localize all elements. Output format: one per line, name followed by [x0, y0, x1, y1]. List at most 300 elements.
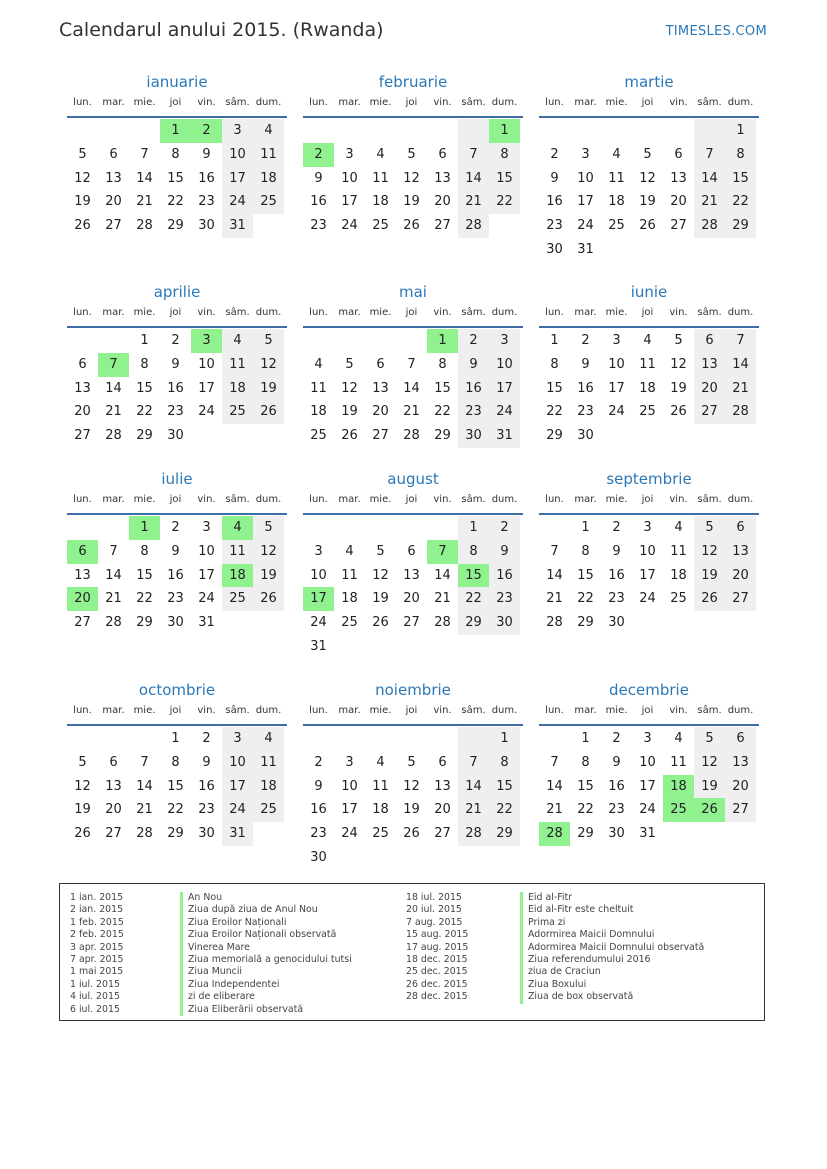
day-cell[interactable]: 24 — [198, 404, 215, 420]
day-cell[interactable]: 17 — [198, 567, 215, 583]
day-cell[interactable]: 25 — [372, 826, 389, 842]
day-cell[interactable]: 17 — [222, 775, 253, 799]
day-cell[interactable]: 1 — [581, 520, 590, 535]
day-cell[interactable]: 16 — [608, 567, 625, 583]
day-cell[interactable]: 26 — [341, 428, 358, 444]
day-cell[interactable]: 4 — [674, 731, 683, 746]
day-cell[interactable]: 19 — [253, 564, 284, 588]
day-cell[interactable]: 2 — [458, 329, 489, 353]
day-cell[interactable]: 9 — [202, 754, 211, 770]
day-cell[interactable]: 12 — [639, 170, 656, 186]
day-cell[interactable]: 21 — [105, 404, 122, 420]
day-cell[interactable]: 21 — [434, 591, 451, 607]
day-cell[interactable]: 29 — [167, 826, 184, 842]
day-cell[interactable]: 13 — [434, 778, 451, 794]
day-cell[interactable]: 12 — [253, 540, 284, 564]
day-cell[interactable]: 13 — [105, 778, 122, 794]
day-cell[interactable]: 23 — [577, 404, 594, 420]
day-cell[interactable]: 3 — [345, 754, 354, 770]
day-cell[interactable]: 22 — [136, 404, 153, 420]
day-cell[interactable]: 24 — [639, 591, 656, 607]
day-cell[interactable]: 23 — [167, 591, 184, 607]
day-cell[interactable]: 1 — [581, 731, 590, 746]
day-cell[interactable]: 10 — [608, 356, 625, 372]
day-cell[interactable]: 26 — [694, 798, 725, 822]
day-cell[interactable]: 29 — [725, 214, 756, 238]
day-cell[interactable]: 22 — [577, 591, 594, 607]
day-cell[interactable]: 26 — [670, 404, 687, 420]
day-cell[interactable]: 30 — [310, 849, 327, 865]
day-cell[interactable]: 17 — [341, 194, 358, 210]
day-cell[interactable]: 18 — [639, 380, 656, 396]
day-cell[interactable]: 28 — [725, 400, 756, 424]
day-cell[interactable]: 28 — [403, 428, 420, 444]
day-cell[interactable]: 10 — [577, 170, 594, 186]
day-cell[interactable]: 25 — [608, 218, 625, 234]
day-cell[interactable]: 29 — [489, 822, 520, 846]
day-cell[interactable]: 20 — [105, 802, 122, 818]
day-cell[interactable]: 9 — [550, 170, 559, 186]
day-cell[interactable]: 2 — [191, 119, 222, 143]
day-cell[interactable]: 2 — [612, 520, 621, 535]
day-cell[interactable]: 18 — [608, 194, 625, 210]
day-cell[interactable]: 18 — [670, 567, 687, 583]
day-cell[interactable]: 27 — [74, 428, 91, 444]
day-cell[interactable]: 4 — [376, 146, 385, 162]
day-cell[interactable]: 21 — [458, 798, 489, 822]
day-cell[interactable]: 22 — [489, 798, 520, 822]
day-cell[interactable]: 24 — [489, 400, 520, 424]
day-cell[interactable]: 27 — [725, 587, 756, 611]
day-cell[interactable]: 20 — [67, 587, 98, 611]
day-cell[interactable]: 8 — [140, 543, 149, 559]
day-cell[interactable]: 10 — [222, 751, 253, 775]
day-cell[interactable]: 30 — [489, 611, 520, 635]
day-cell[interactable]: 15 — [136, 380, 153, 396]
day-cell[interactable]: 18 — [253, 775, 284, 799]
day-cell[interactable]: 14 — [434, 567, 451, 583]
day-cell[interactable]: 10 — [341, 170, 358, 186]
day-cell[interactable]: 28 — [105, 428, 122, 444]
day-cell[interactable]: 13 — [372, 380, 389, 396]
day-cell[interactable]: 5 — [376, 543, 385, 559]
day-cell[interactable]: 26 — [403, 218, 420, 234]
day-cell[interactable]: 3 — [222, 727, 253, 751]
day-cell[interactable]: 23 — [310, 218, 327, 234]
day-cell[interactable]: 16 — [458, 377, 489, 401]
day-cell[interactable]: 23 — [167, 404, 184, 420]
day-cell[interactable]: 20 — [694, 377, 725, 401]
day-cell[interactable]: 28 — [546, 615, 563, 631]
day-cell[interactable]: 15 — [577, 567, 594, 583]
day-cell[interactable]: 26 — [372, 615, 389, 631]
day-cell[interactable]: 5 — [643, 146, 652, 162]
day-cell[interactable]: 26 — [74, 826, 91, 842]
day-cell[interactable]: 22 — [489, 190, 520, 214]
day-cell[interactable]: 18 — [222, 564, 253, 588]
day-cell[interactable]: 25 — [372, 218, 389, 234]
day-cell[interactable]: 22 — [577, 802, 594, 818]
day-cell[interactable]: 17 — [303, 587, 334, 611]
day-cell[interactable]: 31 — [639, 826, 656, 842]
day-cell[interactable]: 1 — [489, 727, 520, 751]
day-cell[interactable]: 6 — [376, 356, 385, 372]
day-cell[interactable]: 31 — [222, 822, 253, 846]
day-cell[interactable]: 30 — [198, 218, 215, 234]
day-cell[interactable]: 1 — [427, 329, 458, 353]
day-cell[interactable]: 20 — [105, 194, 122, 210]
day-cell[interactable]: 6 — [725, 727, 756, 751]
day-cell[interactable]: 25 — [222, 400, 253, 424]
day-cell[interactable]: 29 — [577, 615, 594, 631]
day-cell[interactable]: 21 — [546, 802, 563, 818]
day-cell[interactable]: 10 — [639, 754, 656, 770]
day-cell[interactable]: 25 — [663, 798, 694, 822]
day-cell[interactable]: 28 — [458, 822, 489, 846]
day-cell[interactable]: 7 — [109, 543, 118, 559]
day-cell[interactable]: 13 — [725, 751, 756, 775]
day-cell[interactable]: 21 — [403, 404, 420, 420]
day-cell[interactable]: 24 — [341, 826, 358, 842]
day-cell[interactable]: 5 — [694, 727, 725, 751]
day-cell[interactable]: 11 — [222, 540, 253, 564]
day-cell[interactable]: 23 — [458, 400, 489, 424]
day-cell[interactable]: 11 — [341, 567, 358, 583]
day-cell[interactable]: 31 — [222, 214, 253, 238]
day-cell[interactable]: 8 — [489, 751, 520, 775]
day-cell[interactable]: 27 — [670, 218, 687, 234]
day-cell[interactable]: 19 — [403, 194, 420, 210]
day-cell[interactable]: 3 — [643, 520, 652, 535]
day-cell[interactable]: 13 — [403, 567, 420, 583]
day-cell[interactable]: 7 — [427, 540, 458, 564]
day-cell[interactable]: 23 — [608, 802, 625, 818]
day-cell[interactable]: 1 — [489, 119, 520, 143]
day-cell[interactable]: 27 — [434, 826, 451, 842]
day-cell[interactable]: 26 — [639, 218, 656, 234]
day-cell[interactable]: 3 — [202, 520, 211, 535]
day-cell[interactable]: 17 — [639, 567, 656, 583]
day-cell[interactable]: 6 — [674, 146, 683, 162]
day-cell[interactable]: 23 — [546, 218, 563, 234]
day-cell[interactable]: 20 — [725, 775, 756, 799]
day-cell[interactable]: 27 — [725, 798, 756, 822]
day-cell[interactable]: 1 — [458, 516, 489, 540]
day-cell[interactable]: 11 — [253, 143, 284, 167]
day-cell[interactable]: 29 — [577, 826, 594, 842]
day-cell[interactable]: 29 — [458, 611, 489, 635]
day-cell[interactable]: 13 — [105, 170, 122, 186]
day-cell[interactable]: 16 — [577, 380, 594, 396]
day-cell[interactable]: 19 — [694, 775, 725, 799]
day-cell[interactable]: 25 — [310, 428, 327, 444]
day-cell[interactable]: 12 — [403, 170, 420, 186]
day-cell[interactable]: 6 — [438, 146, 447, 162]
day-cell[interactable]: 8 — [725, 143, 756, 167]
day-cell[interactable]: 30 — [458, 424, 489, 448]
day-cell[interactable]: 10 — [639, 543, 656, 559]
day-cell[interactable]: 13 — [74, 567, 91, 583]
day-cell[interactable]: 21 — [136, 802, 153, 818]
day-cell[interactable]: 6 — [407, 543, 416, 559]
day-cell[interactable]: 14 — [725, 353, 756, 377]
day-cell[interactable]: 2 — [489, 516, 520, 540]
day-cell[interactable]: 22 — [167, 802, 184, 818]
day-cell[interactable]: 23 — [198, 194, 215, 210]
day-cell[interactable]: 8 — [489, 143, 520, 167]
day-cell[interactable]: 7 — [140, 754, 149, 770]
day-cell[interactable]: 11 — [670, 754, 687, 770]
day-cell[interactable]: 16 — [489, 564, 520, 588]
day-cell[interactable]: 16 — [167, 380, 184, 396]
day-cell[interactable]: 5 — [407, 146, 416, 162]
day-cell[interactable]: 28 — [105, 615, 122, 631]
day-cell[interactable]: 16 — [310, 194, 327, 210]
day-cell[interactable]: 30 — [167, 615, 184, 631]
day-cell[interactable]: 27 — [105, 826, 122, 842]
day-cell[interactable]: 18 — [341, 591, 358, 607]
day-cell[interactable]: 11 — [608, 170, 625, 186]
day-cell[interactable]: 10 — [198, 543, 215, 559]
day-cell[interactable]: 26 — [253, 587, 284, 611]
day-cell[interactable]: 17 — [608, 380, 625, 396]
day-cell[interactable]: 8 — [438, 356, 447, 372]
day-cell[interactable]: 12 — [253, 353, 284, 377]
day-cell[interactable]: 13 — [670, 170, 687, 186]
day-cell[interactable]: 9 — [171, 543, 180, 559]
day-cell[interactable]: 12 — [670, 356, 687, 372]
day-cell[interactable]: 9 — [314, 778, 323, 794]
day-cell[interactable]: 23 — [489, 587, 520, 611]
day-cell[interactable]: 22 — [725, 190, 756, 214]
day-cell[interactable]: 20 — [725, 564, 756, 588]
day-cell[interactable]: 11 — [639, 356, 656, 372]
day-cell[interactable]: 19 — [694, 564, 725, 588]
day-cell[interactable]: 22 — [136, 591, 153, 607]
day-cell[interactable]: 4 — [643, 333, 652, 348]
day-cell[interactable]: 19 — [74, 194, 91, 210]
day-cell[interactable]: 25 — [670, 591, 687, 607]
day-cell[interactable]: 3 — [581, 146, 590, 162]
day-cell[interactable]: 9 — [171, 356, 180, 372]
day-cell[interactable]: 16 — [546, 194, 563, 210]
day-cell[interactable]: 17 — [341, 802, 358, 818]
day-cell[interactable]: 14 — [546, 567, 563, 583]
day-cell[interactable]: 28 — [539, 822, 570, 846]
day-cell[interactable]: 12 — [372, 567, 389, 583]
day-cell[interactable]: 17 — [639, 778, 656, 794]
day-cell[interactable]: 13 — [74, 380, 91, 396]
day-cell[interactable]: 18 — [663, 775, 694, 799]
day-cell[interactable]: 5 — [253, 329, 284, 353]
day-cell[interactable]: 2 — [550, 146, 559, 162]
day-cell[interactable]: 10 — [310, 567, 327, 583]
day-cell[interactable]: 13 — [694, 353, 725, 377]
day-cell[interactable]: 19 — [639, 194, 656, 210]
day-cell[interactable]: 15 — [489, 167, 520, 191]
day-cell[interactable]: 3 — [191, 329, 222, 353]
day-cell[interactable]: 14 — [403, 380, 420, 396]
day-cell[interactable]: 20 — [670, 194, 687, 210]
day-cell[interactable]: 15 — [577, 778, 594, 794]
day-cell[interactable]: 29 — [167, 218, 184, 234]
day-cell[interactable]: 2 — [314, 754, 323, 770]
day-cell[interactable]: 3 — [222, 119, 253, 143]
day-cell[interactable]: 15 — [458, 564, 489, 588]
day-cell[interactable]: 10 — [341, 778, 358, 794]
day-cell[interactable]: 31 — [310, 638, 327, 654]
day-cell[interactable]: 30 — [198, 826, 215, 842]
day-cell[interactable]: 5 — [253, 516, 284, 540]
day-cell[interactable]: 24 — [577, 218, 594, 234]
day-cell[interactable]: 8 — [458, 540, 489, 564]
day-cell[interactable]: 25 — [253, 190, 284, 214]
day-cell[interactable]: 7 — [458, 143, 489, 167]
day-cell[interactable]: 24 — [341, 218, 358, 234]
day-cell[interactable]: 23 — [608, 591, 625, 607]
day-cell[interactable]: 1 — [550, 333, 559, 348]
day-cell[interactable]: 27 — [694, 400, 725, 424]
day-cell[interactable]: 17 — [222, 167, 253, 191]
day-cell[interactable]: 2 — [202, 731, 211, 746]
day-cell[interactable]: 25 — [639, 404, 656, 420]
day-cell[interactable]: 9 — [612, 543, 621, 559]
day-cell[interactable]: 14 — [105, 380, 122, 396]
day-cell[interactable]: 7 — [458, 751, 489, 775]
day-cell[interactable]: 30 — [546, 241, 563, 257]
day-cell[interactable]: 4 — [253, 727, 284, 751]
day-cell[interactable]: 30 — [608, 615, 625, 631]
day-cell[interactable]: 5 — [694, 516, 725, 540]
day-cell[interactable]: 3 — [643, 731, 652, 746]
day-cell[interactable]: 5 — [674, 333, 683, 348]
day-cell[interactable]: 25 — [341, 615, 358, 631]
day-cell[interactable]: 16 — [198, 778, 215, 794]
day-cell[interactable]: 16 — [198, 170, 215, 186]
day-cell[interactable]: 27 — [372, 428, 389, 444]
day-cell[interactable]: 4 — [612, 146, 621, 162]
day-cell[interactable]: 24 — [639, 802, 656, 818]
day-cell[interactable]: 8 — [550, 356, 559, 372]
day-cell[interactable]: 28 — [434, 615, 451, 631]
day-cell[interactable]: 26 — [253, 400, 284, 424]
day-cell[interactable]: 12 — [694, 540, 725, 564]
day-cell[interactable]: 4 — [314, 356, 323, 372]
day-cell[interactable]: 30 — [577, 428, 594, 444]
day-cell[interactable]: 28 — [458, 214, 489, 238]
day-cell[interactable]: 20 — [434, 194, 451, 210]
day-cell[interactable]: 29 — [136, 428, 153, 444]
day-cell[interactable]: 2 — [171, 520, 180, 535]
day-cell[interactable]: 15 — [167, 778, 184, 794]
day-cell[interactable]: 5 — [78, 146, 87, 162]
day-cell[interactable]: 27 — [434, 218, 451, 234]
day-cell[interactable]: 21 — [694, 190, 725, 214]
day-cell[interactable]: 15 — [167, 170, 184, 186]
day-cell[interactable]: 12 — [74, 170, 91, 186]
day-cell[interactable]: 2 — [171, 333, 180, 348]
day-cell[interactable]: 11 — [670, 543, 687, 559]
day-cell[interactable]: 18 — [372, 802, 389, 818]
day-cell[interactable]: 15 — [546, 380, 563, 396]
day-cell[interactable]: 24 — [222, 190, 253, 214]
day-cell[interactable]: 8 — [171, 754, 180, 770]
day-cell[interactable]: 28 — [136, 218, 153, 234]
day-cell[interactable]: 13 — [725, 540, 756, 564]
day-cell[interactable]: 12 — [694, 751, 725, 775]
day-cell[interactable]: 30 — [167, 428, 184, 444]
day-cell[interactable]: 29 — [136, 615, 153, 631]
day-cell[interactable]: 16 — [310, 802, 327, 818]
day-cell[interactable]: 23 — [198, 802, 215, 818]
day-cell[interactable]: 4 — [345, 543, 354, 559]
day-cell[interactable]: 9 — [458, 353, 489, 377]
day-cell[interactable]: 15 — [489, 775, 520, 799]
day-cell[interactable]: 8 — [140, 356, 149, 372]
day-cell[interactable]: 16 — [167, 567, 184, 583]
day-cell[interactable]: 24 — [222, 798, 253, 822]
day-cell[interactable]: 6 — [78, 356, 87, 372]
day-cell[interactable]: 16 — [608, 778, 625, 794]
day-cell[interactable]: 14 — [136, 778, 153, 794]
day-cell[interactable]: 14 — [105, 567, 122, 583]
day-cell[interactable]: 21 — [725, 377, 756, 401]
day-cell[interactable]: 24 — [608, 404, 625, 420]
day-cell[interactable]: 20 — [74, 404, 91, 420]
day-cell[interactable]: 25 — [253, 798, 284, 822]
day-cell[interactable]: 18 — [310, 404, 327, 420]
day-cell[interactable]: 6 — [67, 540, 98, 564]
day-cell[interactable]: 15 — [434, 380, 451, 396]
day-cell[interactable]: 1 — [725, 119, 756, 143]
day-cell[interactable]: 24 — [310, 615, 327, 631]
day-cell[interactable]: 27 — [74, 615, 91, 631]
day-cell[interactable]: 14 — [458, 775, 489, 799]
day-cell[interactable]: 21 — [105, 591, 122, 607]
day-cell[interactable]: 18 — [253, 167, 284, 191]
day-cell[interactable]: 27 — [403, 615, 420, 631]
day-cell[interactable]: 7 — [694, 143, 725, 167]
day-cell[interactable]: 8 — [171, 146, 180, 162]
day-cell[interactable]: 6 — [438, 754, 447, 770]
day-cell[interactable]: 8 — [581, 543, 590, 559]
day-cell[interactable]: 21 — [136, 194, 153, 210]
day-cell[interactable]: 9 — [202, 146, 211, 162]
day-cell[interactable]: 6 — [109, 146, 118, 162]
day-cell[interactable]: 25 — [222, 587, 253, 611]
day-cell[interactable]: 4 — [253, 119, 284, 143]
day-cell[interactable]: 19 — [372, 591, 389, 607]
day-cell[interactable]: 22 — [434, 404, 451, 420]
day-cell[interactable]: 3 — [314, 543, 323, 559]
day-cell[interactable]: 26 — [403, 826, 420, 842]
day-cell[interactable]: 3 — [489, 329, 520, 353]
day-cell[interactable]: 12 — [341, 380, 358, 396]
day-cell[interactable]: 7 — [140, 146, 149, 162]
day-cell[interactable]: 22 — [546, 404, 563, 420]
day-cell[interactable]: 28 — [694, 214, 725, 238]
day-cell[interactable]: 11 — [372, 778, 389, 794]
day-cell[interactable]: 19 — [341, 404, 358, 420]
day-cell[interactable]: 31 — [198, 615, 215, 631]
day-cell[interactable]: 19 — [253, 377, 284, 401]
day-cell[interactable]: 17 — [489, 377, 520, 401]
day-cell[interactable]: 11 — [222, 353, 253, 377]
day-cell[interactable]: 4 — [222, 329, 253, 353]
day-cell[interactable]: 18 — [222, 377, 253, 401]
day-cell[interactable]: 1 — [140, 333, 149, 348]
day-cell[interactable]: 5 — [78, 754, 87, 770]
